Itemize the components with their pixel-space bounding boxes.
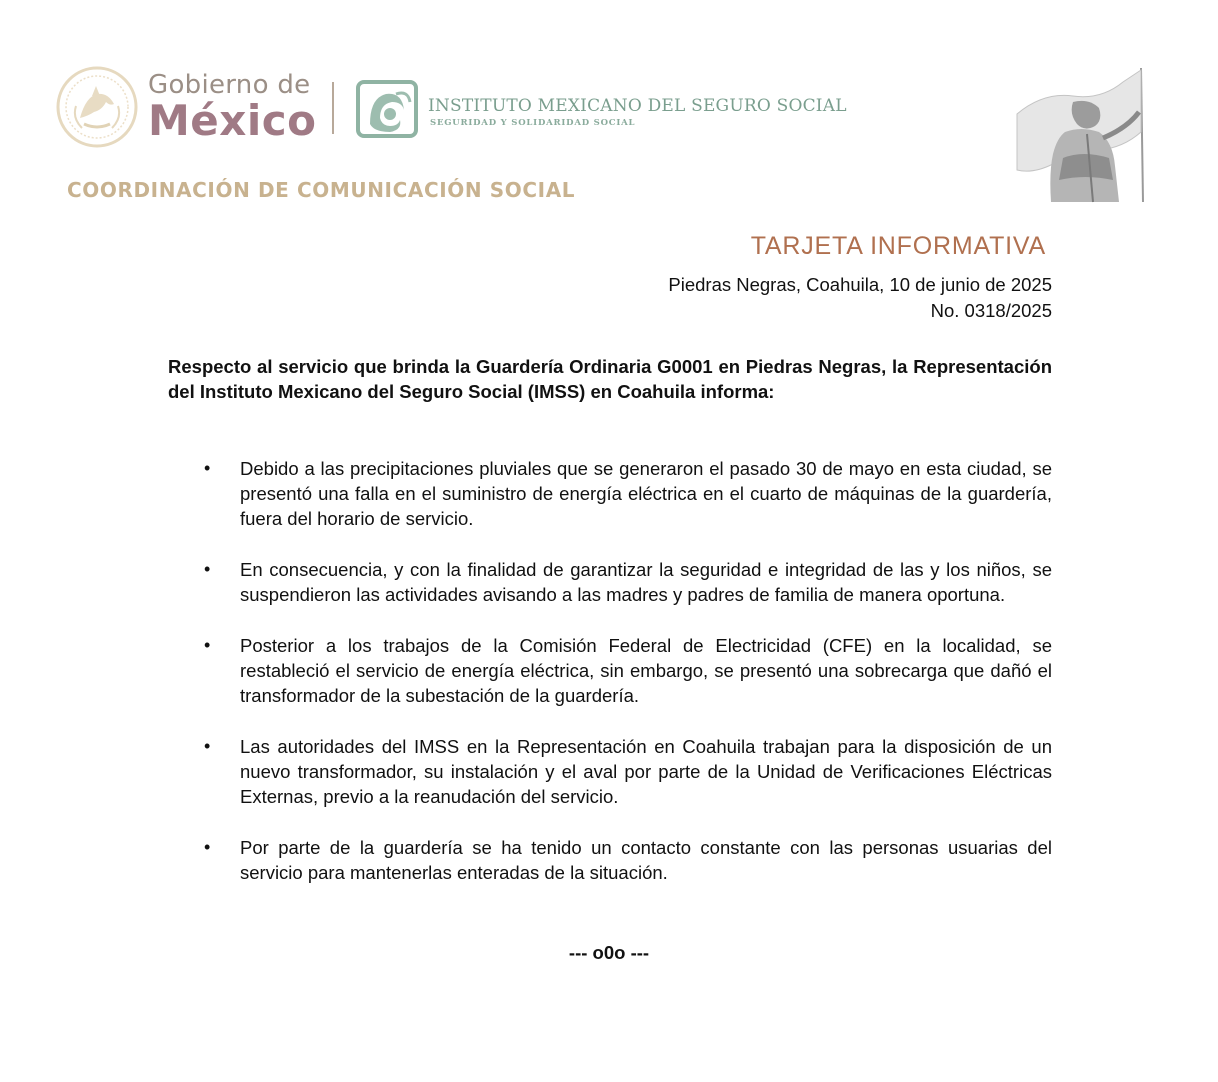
closing-mark: --- o0o --- — [568, 942, 650, 963]
gobierno-de-mexico-logo — [148, 70, 317, 145]
bullet-marker: • — [204, 458, 211, 478]
document-number: No. 0318/2025 — [930, 300, 1052, 321]
bullet-item — [168, 835, 1052, 885]
logo-divider — [332, 82, 334, 134]
bullet-list — [168, 456, 1052, 911]
coordination-heading: COORDINACIÓN DE COMUNICACIÓN SOCIAL — [67, 178, 576, 202]
document-title: TARJETA INFORMATIVA — [750, 232, 1046, 260]
mexico-label: México — [148, 96, 317, 145]
heroine-flag-illustration-icon — [1003, 62, 1151, 206]
bullet-marker: • — [204, 736, 211, 756]
bullet-item — [168, 456, 1052, 531]
intro-paragraph: Respecto al servicio que brinda la Guardería Ordinaria G0001 en Piedras Negras, la Representación del Instituto Mexicano del Seguro Social (IMSS) en Coahuila informa: — [168, 356, 1052, 402]
bullet-text: Las autoridades del IMSS en la Representación en Coahuila trabajan para la disposición de un nuevo transformador, su instalación y el aval por parte de la Unidad de Verificaciones Eléctricas Externas, previo a la reanudación del servicio. — [240, 736, 1052, 807]
bullet-marker: • — [204, 635, 211, 655]
mexico-coat-of-arms-icon — [56, 66, 138, 148]
bullet-item — [168, 734, 1052, 809]
imss-tagline: SEGURIDAD Y SOLIDARIDAD SOCIAL — [430, 118, 636, 128]
gobierno-label: Gobierno de — [148, 70, 311, 100]
bullet-item — [168, 557, 1052, 607]
bullet-text: Posterior a los trabajos de la Comisión Federal de Electricidad (CFE) en la localidad, se restableció el servicio de energía eléctrica, sin embargo, se presentó una sobrecarga que dañó el transformador de la subestación de la guardería. — [240, 635, 1052, 706]
imss-logo-icon — [356, 80, 418, 138]
bullet-marker: • — [204, 837, 211, 857]
bullet-text: Por parte de la guardería se ha tenido un contacto constante con las personas usuarias del servicio para mantenerlas enteradas de la situación. — [240, 837, 1052, 883]
place-and-date: Piedras Negras, Coahuila, 10 de junio de 2025 — [668, 274, 1052, 295]
imss-name: INSTITUTO MEXICANO DEL SEGURO SOCIAL — [428, 96, 847, 116]
bullet-text: Debido a las precipitaciones pluviales que se generaron el pasado 30 de mayo en esta ciudad, se presentó una falla en el suministro de energía eléctrica en el cuarto de máquinas de la guardería, fuera del horario de servicio. — [240, 458, 1052, 529]
bullet-item — [168, 633, 1052, 708]
bullet-text: En consecuencia, y con la finalidad de garantizar la seguridad e integridad de las y los niños, se suspendieron las actividades avisando a las madres y padres de familia de manera oportuna. — [240, 559, 1052, 605]
bullet-marker: • — [204, 559, 211, 579]
